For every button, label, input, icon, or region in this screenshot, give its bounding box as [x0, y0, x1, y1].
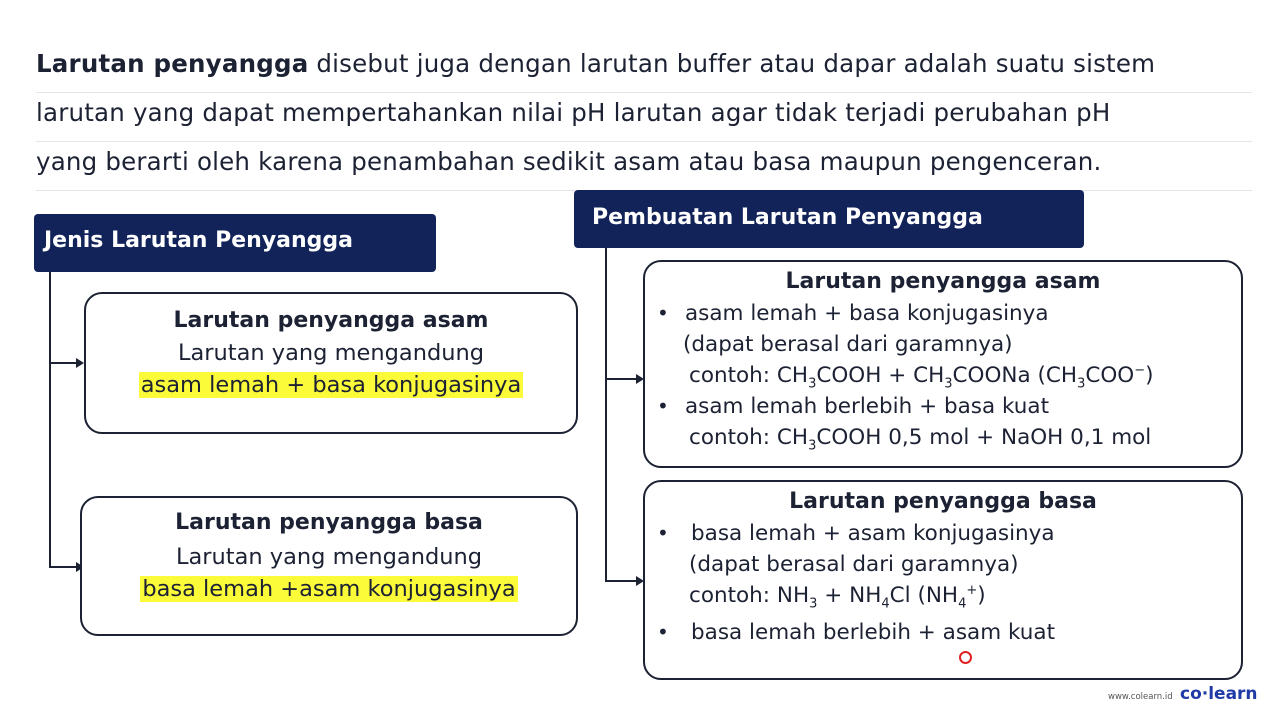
bullet-icon: •	[657, 394, 669, 418]
card-asam-title: Larutan penyangga asam	[173, 308, 489, 333]
left-branch-2	[49, 566, 77, 568]
pembuatan-asam-bullet-1	[645, 298, 1241, 329]
intro-line-1	[36, 44, 1252, 93]
bullet-icon: •	[657, 301, 669, 325]
example-rest: COOH 0,5 mol + NaOH 0,1 mol	[816, 425, 1152, 450]
pembuatan-basa-bullet-2	[645, 617, 1241, 648]
bullet-icon: •	[657, 620, 669, 644]
pembuatan-asam-b2-text: asam lemah berlebih + basa kuat	[685, 394, 1050, 419]
pembuatan-basa-b2-text: basa lemah berlebih + asam kuat	[691, 620, 1056, 645]
intro-line-2: larutan yang dapat mempertahankan nilai pH larutan agar tidak terjadi perubahan pH	[36, 93, 1252, 142]
left-arrow-1	[76, 358, 84, 368]
left-tree-line	[49, 272, 51, 568]
footer-url: www.colearn.id	[1108, 692, 1173, 702]
example-prefix: contoh:	[689, 425, 777, 450]
pembuatan-basa-bullet-1	[645, 518, 1241, 549]
card-basa-line: Larutan yang mengandung	[175, 544, 483, 570]
card-basa-highlight: basa lemah +asam konjugasinya	[142, 576, 516, 602]
pointer-dot-icon	[959, 651, 972, 664]
pembuatan-basa-b1-note: (dapat berasal dari garamnya)	[689, 552, 1019, 577]
pembuatan-basa-title: Larutan penyangga basa	[789, 489, 1097, 514]
example-prefix: contoh:	[689, 583, 777, 608]
example-prefix: contoh:	[689, 363, 777, 388]
card-basa-title: Larutan penyangga basa	[175, 510, 483, 535]
card-pembuatan-asam	[643, 260, 1243, 468]
intro-line-3: yang berarti oleh karena penambahan sedikit asam atau basa maupun pengenceran.	[36, 142, 1252, 191]
card-asam-line: Larutan yang mengandung	[177, 340, 485, 366]
pembuatan-asam-bullet-2	[645, 391, 1241, 422]
pembuatan-basa-b1-text: basa lemah + asam konjugasinya	[691, 521, 1055, 546]
pembuatan-basa-b1-example: contoh: $NH_3 + NH_4Cl$ $(NH_4^+)$	[689, 582, 986, 612]
intro-bold-term: Larutan penyangga	[36, 49, 309, 78]
card-pembuatan-basa	[643, 480, 1243, 680]
left-branch-1	[49, 362, 77, 364]
pembuatan-asam-b1-text: asam lemah + basa konjugasinya	[685, 301, 1049, 326]
intro-line-1-text: disebut juga dengan larutan buffer atau dapar adalah suatu sistem	[308, 49, 1156, 78]
bullet-icon: •	[657, 521, 669, 545]
intro-paragraph	[36, 44, 1252, 191]
pembuatan-header: Pembuatan Larutan Penyangga	[574, 190, 1084, 248]
pembuatan-asam-title: Larutan penyangga asam	[785, 269, 1101, 294]
colearn-logo: co·learn	[1180, 684, 1258, 704]
pembuatan-asam-b2-example: contoh: $CH_3COOH$ 0,5 mol + NaOH 0,1 mol	[689, 425, 1152, 454]
pembuatan-asam-b1-note: (dapat berasal dari garamnya)	[683, 332, 1013, 357]
card-penyangga-basa	[80, 496, 578, 636]
jenis-header: Jenis Larutan Penyangga	[34, 214, 436, 272]
right-tree-line	[605, 248, 607, 582]
card-penyangga-asam	[84, 292, 578, 434]
right-branch-1	[605, 378, 637, 380]
pembuatan-asam-b1-example: contoh: $CH_3COOH$ + $CH_3COONa$ $(CH_3COO^-)$	[689, 362, 1154, 392]
card-asam-highlight: asam lemah + basa konjugasinya	[140, 372, 522, 398]
right-branch-2	[605, 580, 637, 582]
